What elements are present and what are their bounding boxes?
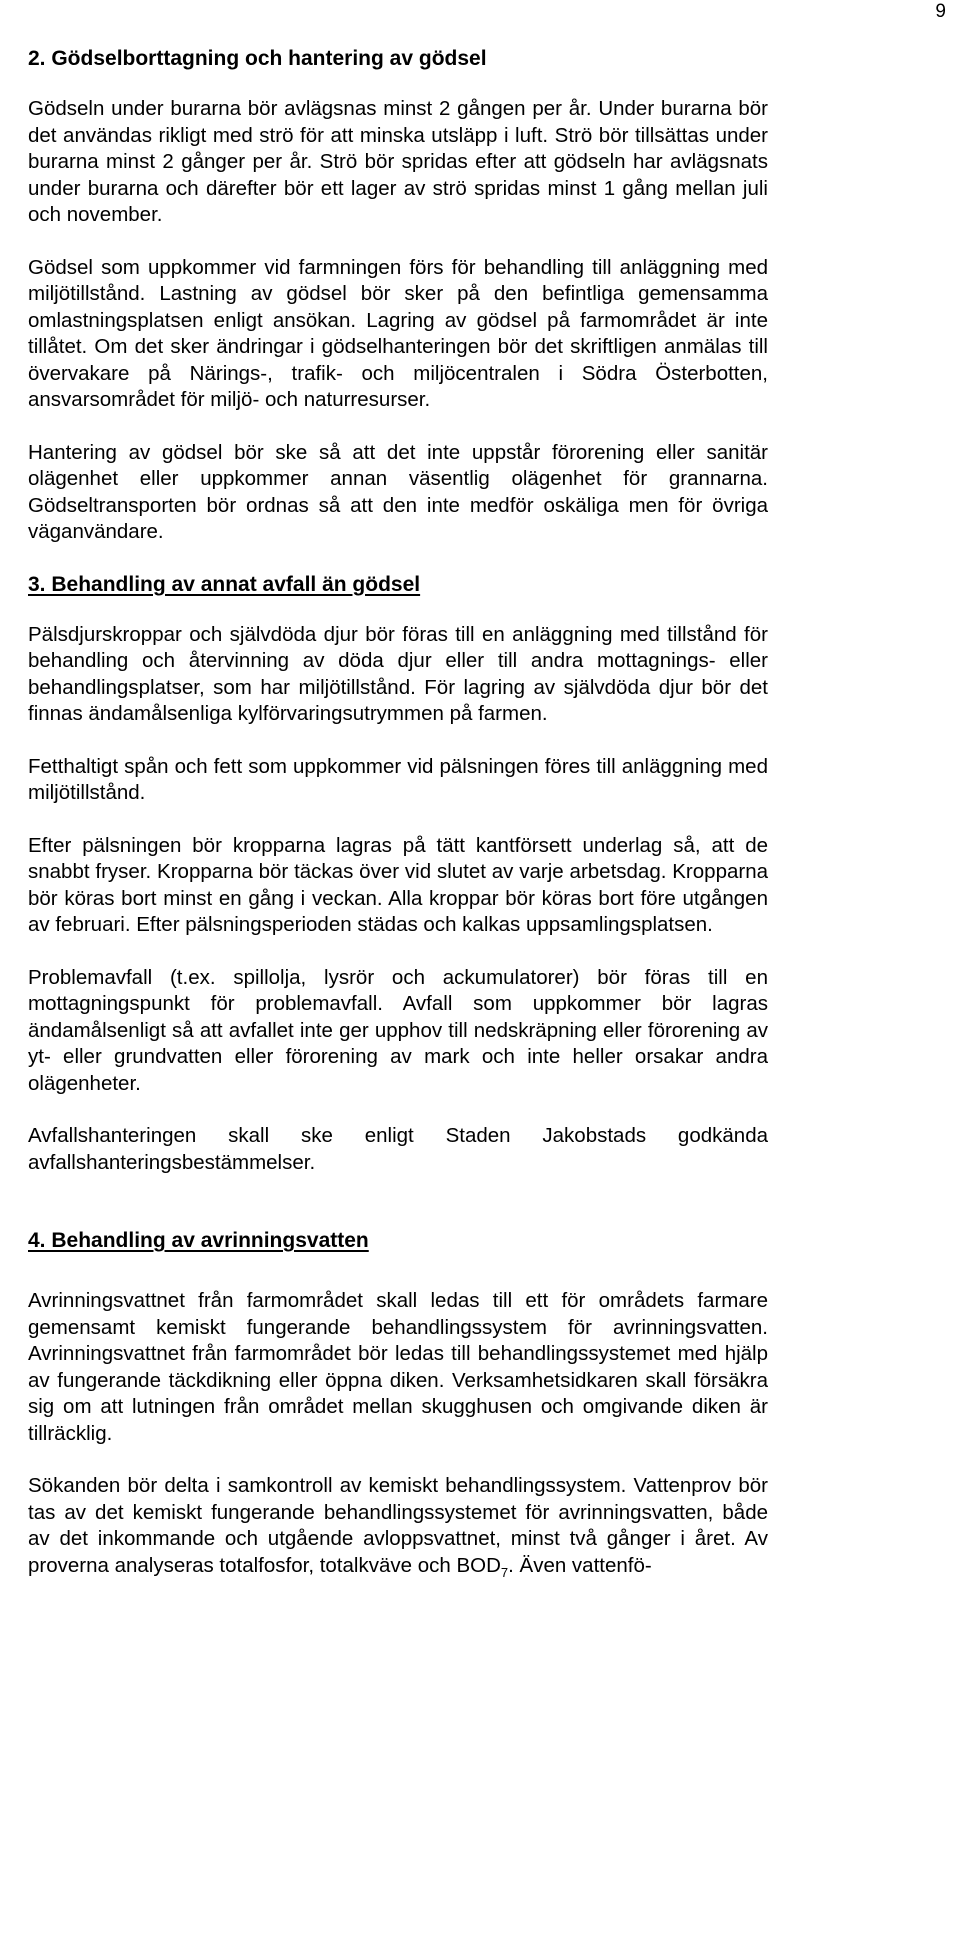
section-2-heading: 2. Gödselborttagning och hantering av gödsel: [28, 47, 487, 70]
paragraph: Gödsel som uppkommer vid farmningen förs för behandling till anläggning med miljötillstånd. Lastning av gödsel bör sker på den befintliga gemensamma omlastningsplatsen enligt ansökan. Lagring av gödsel på farmområdet är inte tillåtet. Om det sker ändringar i gödselhanteringen bör det skriftligen anmälas till övervakare på Närings-, trafik- och miljöcentralen i Södra Österbotten, ansvarsområdet för miljö- och naturresurser.: [28, 255, 768, 411]
section-4-heading: 4. Behandling av avrinningsvatten: [28, 1229, 369, 1252]
paragraph: Hantering av gödsel bör ske så att det inte uppstår förorening eller sanitär olägenhet eller uppkommer annan väsentlig olägenhet för grannarna. Gödseltransporten bör ordnas så att den inte medför oskäliga men för övriga väganvändare.: [28, 440, 768, 543]
paragraph: Pälsdjurskroppar och självdöda djur bör föras till en anläggning med tillstånd för behandling och återvinning av döda djur eller till andra mottagnings- eller behandlingsplatser, som har miljötillstånd. För lagring av självdöda djur bör det finnas ändamålsenliga kylförvaringsutrymmen på farmen.: [28, 622, 768, 725]
paragraph: Gödseln under burarna bör avlägsnas minst 2 gången per år. Under burarna bör det användas rikligt med strö för att minska utsläpp i luft. Strö bör tillsättas under burarna minst 2 gånger per år. Strö bör spridas efter att gödseln har avlägsnats under burarna och därefter bör ett lager av strö spridas minst 1 gång mellan juli och november.: [28, 97, 768, 226]
paragraph: Efter pälsningen bör kropparna lagras på tätt kantförsett underlag så, att de snabbt fryser. Kropparna bör täckas över vid slutet av varje arbetsdag. Kropparna bör köras bort minst en gång i veckan. Alla kroppar bör köras bort före utgången av februari. Efter pälsningsperioden städas och kalkas uppsamlingsplatsen.: [28, 833, 768, 936]
paragraph: Avrinningsvattnet från farmområdet skall ledas till ett för områdets farmare gemensamt kemiskt fungerande behandlingssystem för avrinningsvatten. Avrinningsvattnet från farmområdet bör ledas till behandlingssystemet med hjälp av fungerande täckdikning eller öppna diken. Verksamhetsidkaren skall försäkra sig om att lutningen från området mellan skugghusen och omgivande diken är tillräcklig.: [28, 1289, 768, 1445]
paragraph-continued: [28, 1473, 768, 1579]
paragraph-text: Sökanden bör delta i samkontroll av kemiskt behandlingssystem. Vattenprov bör tas av det kemiskt fungerande behandlingssystemet för avrinningsvatten, både av det inkommande och utgående avloppsvattnet, minst två gånger i året. Av proverna analyseras totalfosfor, totalkväve och BOD: [28, 1474, 768, 1577]
section-3-heading: 3. Behandling av annat avfall än gödsel: [28, 572, 421, 596]
page-number: 9: [935, 1, 946, 22]
subscript: 7: [500, 1564, 509, 1580]
paragraph: Problemavfall (t.ex. spillolja, lysrör och ackumulatorer) bör föras till en mottagningspunkt för problemavfall. Avfall som uppkommer bör lagras ändamålsenligt så att avfallet inte ger upphov till nedskräpning eller förorening av yt- eller grundvatten eller förorening av mark och inte heller orsakar andra olägenheter.: [28, 965, 768, 1095]
page-content: [28, 42, 768, 1579]
paragraph: Avfallshanteringen skall ske enligt Staden Jakobstads godkända avfallshanteringsbestämmelser.: [28, 1124, 768, 1174]
paragraph: Fetthaltigt spån och fett som uppkommer vid pälsningen föres till anläggning med miljötillstånd.: [28, 754, 768, 804]
paragraph-text: . Även vattenfö-: [508, 1553, 652, 1577]
